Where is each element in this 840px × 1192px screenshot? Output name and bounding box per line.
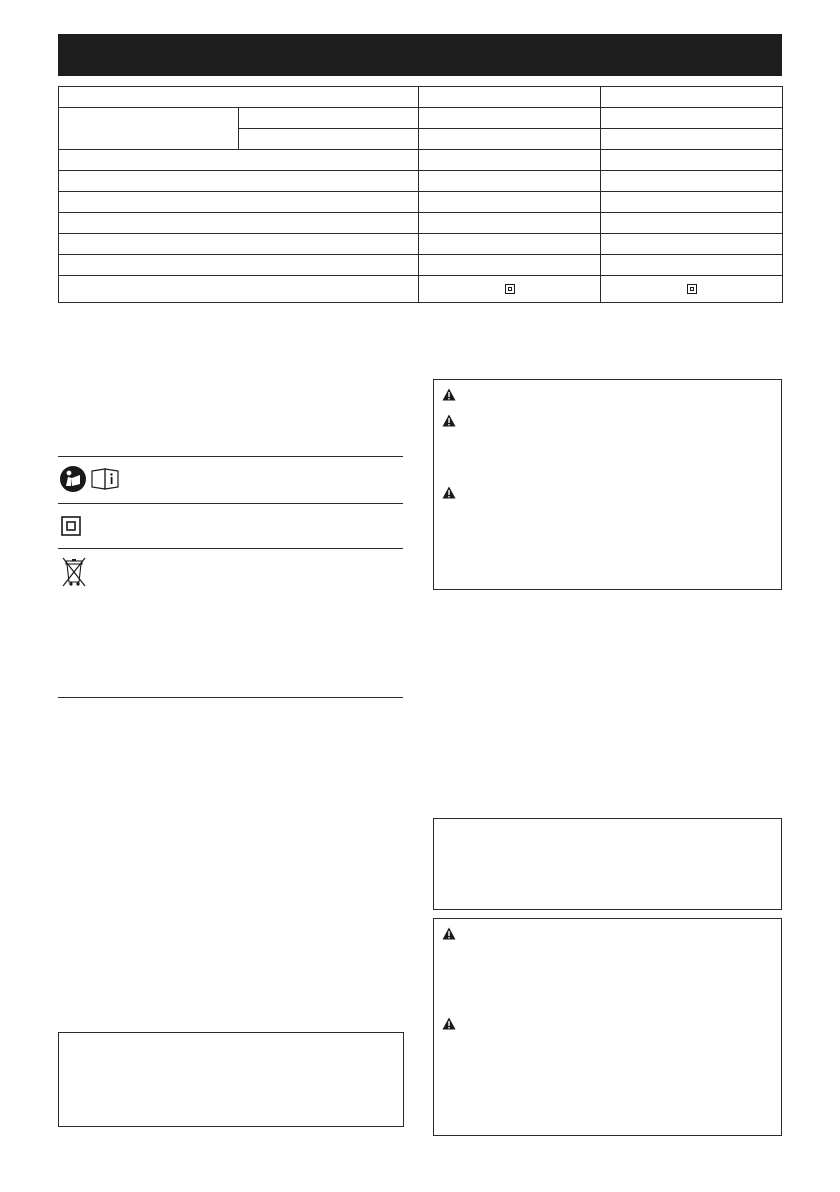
- warning-box: [433, 379, 782, 590]
- warning-triangle-icon: [442, 388, 456, 401]
- table-cell: [239, 108, 419, 129]
- specifications-table: [58, 86, 783, 303]
- warning-triangle-icon: [442, 927, 456, 940]
- table-row: [59, 213, 783, 234]
- manual-info-icon: [90, 468, 120, 490]
- table-cell: [601, 255, 783, 276]
- table-cell: [419, 255, 601, 276]
- table-row: [59, 192, 783, 213]
- warning-triangle-icon: [442, 1017, 456, 1030]
- table-row: [59, 255, 783, 276]
- table-cell: [59, 108, 239, 150]
- table-cell: [419, 171, 601, 192]
- double-insulation-icon: [505, 284, 515, 294]
- table-cell: [419, 234, 601, 255]
- table-row: [59, 150, 783, 171]
- table-cell: [419, 213, 601, 234]
- table-cell: [59, 171, 419, 192]
- warning-triangle-icon: [442, 486, 456, 499]
- symbols-list: [58, 456, 403, 698]
- table-cell: [419, 108, 601, 129]
- note-box: [58, 1032, 404, 1127]
- table-cell: [601, 234, 783, 255]
- table-cell: [59, 255, 419, 276]
- warning-triangle-icon: [442, 414, 456, 427]
- table-cell: [239, 129, 419, 150]
- table-cell: [601, 87, 783, 108]
- table-row: [59, 234, 783, 255]
- table-cell: [419, 87, 601, 108]
- section-header-bar: [58, 34, 782, 76]
- table-cell: [419, 276, 601, 303]
- note-box: [433, 818, 782, 910]
- warning-box: [433, 918, 782, 1136]
- list-item: [58, 503, 403, 548]
- crossed-bin-icon: [61, 556, 87, 588]
- list-item: [58, 548, 403, 698]
- table-cell: [59, 276, 419, 303]
- table-cell: [419, 192, 601, 213]
- table-cell: [59, 192, 419, 213]
- table-row: [59, 171, 783, 192]
- table-cell: [601, 129, 783, 150]
- table-cell: [601, 192, 783, 213]
- table-cell: [59, 234, 419, 255]
- table-cell: [601, 150, 783, 171]
- table-row: [59, 276, 783, 303]
- double-insulation-icon: [687, 284, 697, 294]
- table-cell: [59, 213, 419, 234]
- table-cell: [419, 129, 601, 150]
- table-row: [59, 87, 783, 108]
- table-cell: [601, 213, 783, 234]
- table-cell: [59, 87, 419, 108]
- table-cell: [601, 108, 783, 129]
- table-cell: [601, 276, 783, 303]
- table-cell: [59, 150, 419, 171]
- table-cell: [601, 171, 783, 192]
- list-item: [58, 456, 403, 503]
- table-cell: [419, 150, 601, 171]
- table-row: [59, 108, 783, 129]
- double-insulation-icon: [61, 516, 81, 536]
- read-manual-icon: [60, 466, 86, 492]
